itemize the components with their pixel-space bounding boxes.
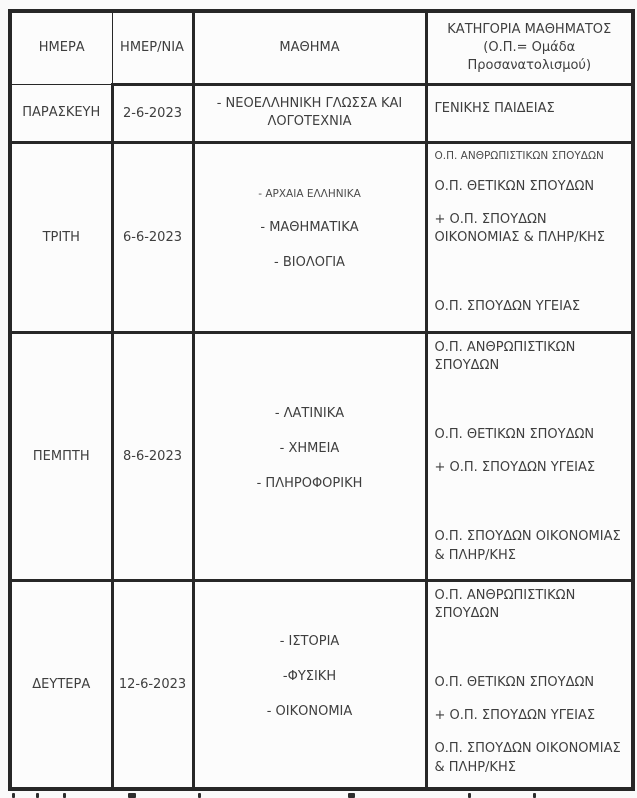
day-cell: ΤΡΙΤΗ xyxy=(10,142,112,332)
subject-item: - ΛΑΤΙΝΙΚΑ xyxy=(274,405,345,421)
subject-cell xyxy=(193,332,426,580)
clipped-text-mark xyxy=(198,793,201,798)
schedule-row xyxy=(10,580,633,789)
clipped-next-row xyxy=(0,792,637,798)
category-cell xyxy=(426,580,633,789)
clipped-text-mark xyxy=(128,793,136,798)
category-cell xyxy=(426,142,633,332)
subject-item: - ΟΙΚΟΝΟΜΙΑ xyxy=(266,704,353,720)
date-cell: 6-6-2023 xyxy=(112,142,193,332)
clipped-text-mark xyxy=(468,793,471,798)
schedule-body xyxy=(10,84,633,789)
subject-cell xyxy=(193,142,426,332)
exam-schedule-table xyxy=(8,9,635,791)
subject-cell xyxy=(193,84,426,142)
category-stack xyxy=(435,91,627,119)
category-cell xyxy=(426,84,633,142)
column-header-date: ΗΜΕΡ/ΝΙΑ xyxy=(112,11,193,84)
column-header-subject: ΜΑΘΗΜΑ xyxy=(193,11,426,84)
category-item: Ο.Π. ΑΝΘΡΩΠΙΣΤΙΚΩΝ ΣΠΟΥΔΩΝ xyxy=(434,587,576,622)
subject-item: - ΜΑΘΗΜΑΤΙΚΑ xyxy=(260,220,359,236)
category-cell xyxy=(426,332,633,580)
day-cell: ΠΑΡΑΣΚΕΥΗ xyxy=(10,84,112,142)
category-item: ΓΕΝΙΚΗΣ ΠΑΙΔΕΙΑΣ xyxy=(434,100,555,116)
subject-item: - ΧΗΜΕΙΑ xyxy=(279,440,340,456)
category-stack xyxy=(435,149,627,318)
header-row xyxy=(10,11,633,84)
date-cell: 12-6-2023 xyxy=(112,580,193,789)
category-item: Ο.Π. ΑΝΘΡΩΠΙΣΤΙΚΩΝ ΣΠΟΥΔΩΝ xyxy=(434,339,576,374)
clipped-text-mark xyxy=(12,793,15,798)
category-stack xyxy=(435,339,627,566)
date-cell: 2-6-2023 xyxy=(112,84,193,142)
schedule-row xyxy=(10,142,633,332)
clipped-text-mark xyxy=(348,793,355,798)
clipped-text-mark xyxy=(63,793,66,798)
category-stack xyxy=(435,587,627,778)
category-item: Ο.Π. ΣΠΟΥΔΩΝ ΟΙΚΟΝΟΜΙΑΣ & ΠΛΗΡ/ΚΗΣ xyxy=(434,740,621,775)
subject-item: - ΒΙΟΛΟΓΙΑ xyxy=(274,255,345,271)
schedule-row xyxy=(10,84,633,142)
date-cell: 8-6-2023 xyxy=(112,332,193,580)
category-item: Ο.Π. ΣΠΟΥΔΩΝ ΥΓΕΙΑΣ xyxy=(434,299,581,315)
schedule-row xyxy=(10,332,633,580)
clipped-text-mark xyxy=(36,793,39,798)
subject-stack xyxy=(203,95,417,131)
category-item: Ο.Π. ΑΝΘΡΩΠΙΣΤΙΚΩΝ ΣΠΟΥΔΩΝ xyxy=(434,149,604,162)
subject-cell xyxy=(193,580,426,789)
subject-item: - ΠΛΗΡΟΦΟΡΙΚΗ xyxy=(256,476,363,492)
column-header-category: ΚΑΤΗΓΟΡΙΑ ΜΑΘΗΜΑΤΟΣ (Ο.Π.= Ομάδα Προσανατολισμού) xyxy=(426,11,633,84)
category-item: + Ο.Π. ΣΠΟΥΔΩΝ ΥΓΕΙΑΣ xyxy=(434,708,596,724)
subject-stack xyxy=(203,187,417,286)
day-cell: ΠΕΜΠΤΗ xyxy=(10,332,112,580)
category-item: Ο.Π. ΣΠΟΥΔΩΝ ΟΙΚΟΝΟΜΙΑΣ & ΠΛΗΡ/ΚΗΣ xyxy=(434,528,621,563)
subject-stack xyxy=(203,405,417,508)
category-item: + Ο.Π. ΣΠΟΥΔΩΝ ΟΙΚΟΝΟΜΙΑΣ & ΠΛΗΡ/ΚΗΣ xyxy=(434,211,606,246)
category-item: Ο.Π. ΘΕΤΙΚΩΝ ΣΠΟΥΔΩΝ xyxy=(434,427,595,443)
column-header-day: ΗΜΕΡΑ xyxy=(10,11,112,84)
category-item: Ο.Π. ΘΕΤΙΚΩΝ ΣΠΟΥΔΩΝ xyxy=(434,178,595,194)
subject-stack xyxy=(203,633,417,736)
day-cell: ΔΕΥΤΕΡΑ xyxy=(10,580,112,789)
subject-item: - ΙΣΤΟΡΙΑ xyxy=(279,633,340,649)
subject-item: - ΑΡΧΑΙΑ ΕΛΛΗΝΙΚΑ xyxy=(258,188,361,201)
subject-item: - ΝΕΟΕΛΛΗΝΙΚΗ ΓΛΩΣΣΑ ΚΑΙ ΛΟΓΟΤΕΧΝΙΑ xyxy=(216,95,403,129)
category-item: Ο.Π. ΘΕΤΙΚΩΝ ΣΠΟΥΔΩΝ xyxy=(434,675,595,691)
subject-item: -ΦΥΣΙΚΗ xyxy=(282,669,337,685)
category-item: + Ο.Π. ΣΠΟΥΔΩΝ ΥΓΕΙΑΣ xyxy=(434,460,596,476)
clipped-text-mark xyxy=(533,793,536,798)
